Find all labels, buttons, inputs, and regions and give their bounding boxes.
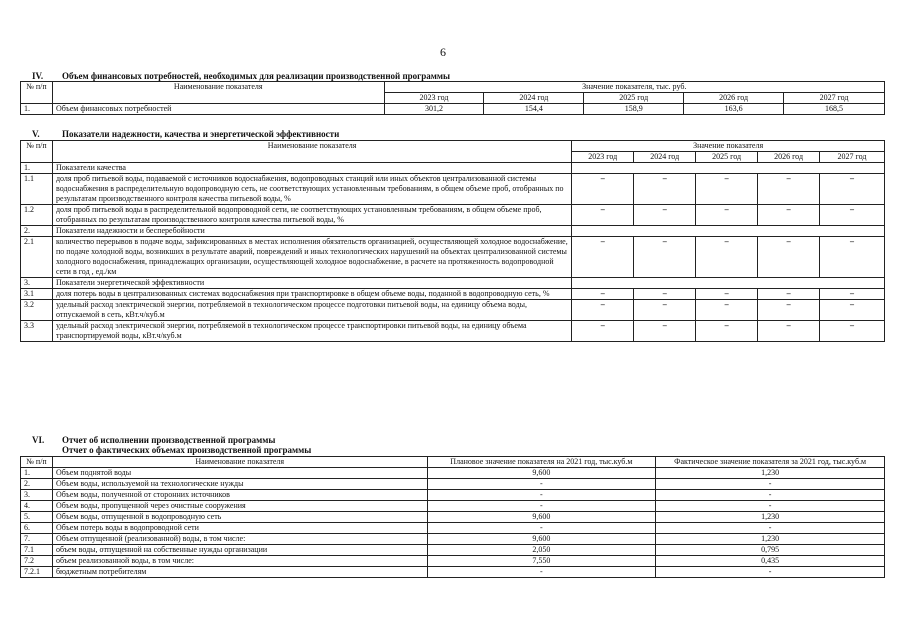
table-row: [21, 163, 885, 174]
row-num: 3.: [21, 278, 53, 289]
row-plan: 9,600: [427, 468, 656, 479]
row-value: –: [696, 205, 758, 226]
col-value-header: Значение показателя: [572, 141, 885, 152]
row-name: доля проб питьевой воды, подаваемой с источников водоснабжения, водопроводных станций или иных объектов централизованной системы водоснабжения в распределительную водопроводную сеть, не соответствующих установленным требованиям, в общем объеме проб, отобранных по результатам производственного контроля качества питьевой воды, %: [52, 174, 571, 205]
row-plan: -: [427, 490, 656, 501]
section-5-heading: Показатели надежности, качества и энергетической эффективности: [62, 129, 340, 139]
table-row: [21, 556, 885, 567]
table-row: [21, 468, 885, 479]
row-num: 4.: [21, 501, 53, 512]
year-header: 2023 год: [572, 152, 634, 163]
year-header: 2025 год: [584, 93, 684, 104]
col-plan-header: Плановое значение показателя на 2021 год, тыс.куб.м: [427, 457, 656, 468]
col-fact-header: Фактическое значение показателя за 2021 год, тыс.куб.м: [656, 457, 885, 468]
table-row: [21, 174, 885, 205]
row-value: –: [820, 237, 885, 278]
row-value: –: [696, 174, 758, 205]
table-row: [21, 479, 885, 490]
table-row: [21, 104, 885, 115]
row-fact: 1,230: [656, 512, 885, 523]
row-fact: -: [656, 501, 885, 512]
table-row: [21, 289, 885, 300]
col-num-header: № п/п: [21, 141, 53, 163]
row-num: 7.2.1: [21, 567, 53, 578]
row-value: –: [634, 174, 696, 205]
page-number: 6: [440, 45, 446, 59]
row-name: количество перерывов в подаче воды, зафиксированных в местах исполнения обязательств организацией, осуществляющей холодное водоснабжение, по подаче холодной воды, возникших в результате аварий, повреждений и иных технологических нарушений на объектах централизованной системы холодного водоснабжения, принадлежащих организации, осуществляющей холодное водоснабжение, в расчете на протяженность водопроводной сети в год , ед./км: [52, 237, 571, 278]
row-value: –: [696, 237, 758, 278]
row-name: Показатели надежности и бесперебойности: [52, 226, 571, 237]
row-plan: 2,050: [427, 545, 656, 556]
col-num-header: № п/п: [21, 457, 53, 468]
row-num: 2.1: [21, 237, 53, 278]
row-value: –: [758, 174, 820, 205]
row-num: 5.: [21, 512, 53, 523]
row-name: Объем финансовых потребностей: [52, 104, 384, 115]
col-value-header: Значение показателя, тыс. руб.: [384, 82, 884, 93]
row-num: 7.1: [21, 545, 53, 556]
row-fact: -: [656, 479, 885, 490]
row-value: 163,6: [684, 104, 784, 115]
section-6-number: VI.: [32, 435, 45, 445]
row-num: 3.3: [21, 321, 53, 342]
row-name: доля потерь воды в централизованных системах водоснабжения при транспортировке в общем объеме воды, поданной в водопроводную сеть, %: [52, 289, 571, 300]
row-num: 7.2: [21, 556, 53, 567]
table-row: [21, 321, 885, 342]
row-plan: 7,550: [427, 556, 656, 567]
row-name: Объем воды, используемой на технологические нужды: [52, 479, 427, 490]
row-value: –: [820, 300, 885, 321]
section-5-number: V.: [32, 129, 40, 139]
row-num: 3.1: [21, 289, 53, 300]
row-name: Объем потерь воды в водопроводной сети: [52, 523, 427, 534]
row-num: 3.2: [21, 300, 53, 321]
row-name: удельный расход электрической энергии, потребляемой в технологическом процессе подготовки питьевой воды, на единицу объема воды, отпускаемой в сеть, кВт.ч/куб.м: [52, 300, 571, 321]
col-num-header: № п/п: [21, 82, 53, 104]
row-fact: -: [656, 567, 885, 578]
row-name: Показатели энергетической эффективности: [52, 278, 571, 289]
row-name: Объем воды, отпущенной в водопроводную сеть: [52, 512, 427, 523]
row-fact: -: [656, 523, 885, 534]
row-value: –: [634, 205, 696, 226]
row-num: 1.: [21, 163, 53, 174]
table-row: [21, 205, 885, 226]
production-report-table: [20, 456, 885, 578]
row-num: 1.2: [21, 205, 53, 226]
col-name-header: Наименование показателя: [52, 457, 427, 468]
row-num: 1.: [21, 468, 53, 479]
row-plan: 9,600: [427, 512, 656, 523]
row-value: 168,5: [784, 104, 885, 115]
row-num: 6.: [21, 523, 53, 534]
row-name: объем воды, отпущенной на собственные нужды организации: [52, 545, 427, 556]
row-value: –: [696, 289, 758, 300]
row-num: 3.: [21, 490, 53, 501]
year-header: 2025 год: [696, 152, 758, 163]
row-value: 154,4: [484, 104, 584, 115]
section-4-heading: Объем финансовых потребностей, необходимых для реализации производственной программы: [62, 71, 451, 81]
row-name: Показатели качества: [52, 163, 571, 174]
reliability-table: [20, 140, 885, 342]
row-name: Объем поднятой воды: [52, 468, 427, 479]
year-header: 2027 год: [820, 152, 885, 163]
table-row: [21, 300, 885, 321]
row-num: 2.: [21, 479, 53, 490]
row-value: –: [634, 300, 696, 321]
table-row: [21, 278, 885, 289]
row-value: –: [572, 300, 634, 321]
row-name: объем реализованной воды, в том числе:: [52, 556, 427, 567]
row-fact: 1,230: [656, 468, 885, 479]
year-header: 2026 год: [684, 93, 784, 104]
row-value: –: [572, 174, 634, 205]
row-value: –: [758, 205, 820, 226]
year-header: 2026 год: [758, 152, 820, 163]
row-value: –: [696, 321, 758, 342]
row-name: Объем отпущенной (реализованной) воды, в том числе:: [52, 534, 427, 545]
year-header: 2023 год: [384, 93, 484, 104]
row-value: –: [696, 300, 758, 321]
section-6-title: [32, 435, 275, 445]
row-value: –: [758, 237, 820, 278]
row-plan: -: [427, 523, 656, 534]
year-header: 2024 год: [484, 93, 584, 104]
row-value: –: [572, 237, 634, 278]
table-row: [21, 567, 885, 578]
table-row: [21, 523, 885, 534]
row-value: –: [572, 289, 634, 300]
row-value: –: [820, 321, 885, 342]
row-value: –: [820, 174, 885, 205]
table-row: [21, 534, 885, 545]
year-header: 2027 год: [784, 93, 885, 104]
row-fact: 1,230: [656, 534, 885, 545]
row-fact: -: [656, 490, 885, 501]
row-num: 1.: [21, 104, 53, 115]
row-value: –: [634, 289, 696, 300]
table-row: [21, 490, 885, 501]
row-value: –: [758, 321, 820, 342]
row-plan: -: [427, 567, 656, 578]
financial-needs-table: [20, 81, 885, 115]
row-value: –: [634, 321, 696, 342]
row-value: –: [634, 237, 696, 278]
row-plan: -: [427, 501, 656, 512]
row-fact: 0,795: [656, 545, 885, 556]
row-value: 158,9: [584, 104, 684, 115]
row-value: –: [572, 321, 634, 342]
row-name: Объем воды, пропущенной через очистные сооружения: [52, 501, 427, 512]
row-name: доля проб питьевой воды в распределительной водопроводной сети, не соответствующих установленным требованиям, в общем объеме проб, отобранных по результатам производственного контроля качества питьевой воды, %: [52, 205, 571, 226]
table-row: [21, 545, 885, 556]
row-plan: -: [427, 479, 656, 490]
row-plan: 9,600: [427, 534, 656, 545]
table-row: [21, 501, 885, 512]
row-value: –: [820, 289, 885, 300]
section-4-number: IV.: [32, 71, 44, 81]
row-num: 1.1: [21, 174, 53, 205]
row-num: 7.: [21, 534, 53, 545]
row-value: 301,2: [384, 104, 484, 115]
section-6-heading: Отчет об исполнении производственной программы: [62, 435, 276, 445]
row-value: –: [820, 205, 885, 226]
year-header: 2024 год: [634, 152, 696, 163]
table-row: [21, 237, 885, 278]
col-name-header: Наименование показателя: [52, 141, 571, 163]
row-name: удельный расход электрической энергии, потребляемой в технологическом процессе транспортировки питьевой воды, на единицу объема транспортируемой воды, кВт.ч/куб.м: [52, 321, 571, 342]
row-name: бюджетным потребителям: [52, 567, 427, 578]
section-6-subtitle: Отчет о фактических объемах производственной программы: [62, 445, 312, 455]
row-num: 2.: [21, 226, 53, 237]
row-empty: [572, 278, 885, 289]
row-name: Объем воды, полученной от сторонних источников: [52, 490, 427, 501]
row-value: –: [758, 300, 820, 321]
table-row: [21, 226, 885, 237]
row-empty: [572, 226, 885, 237]
table-row: [21, 512, 885, 523]
row-value: –: [758, 289, 820, 300]
row-empty: [572, 163, 885, 174]
col-name-header: Наименование показателя: [52, 82, 384, 104]
row-fact: 0,435: [656, 556, 885, 567]
section-5-title: [32, 129, 339, 139]
row-value: –: [572, 205, 634, 226]
section-4-title: [32, 71, 450, 81]
